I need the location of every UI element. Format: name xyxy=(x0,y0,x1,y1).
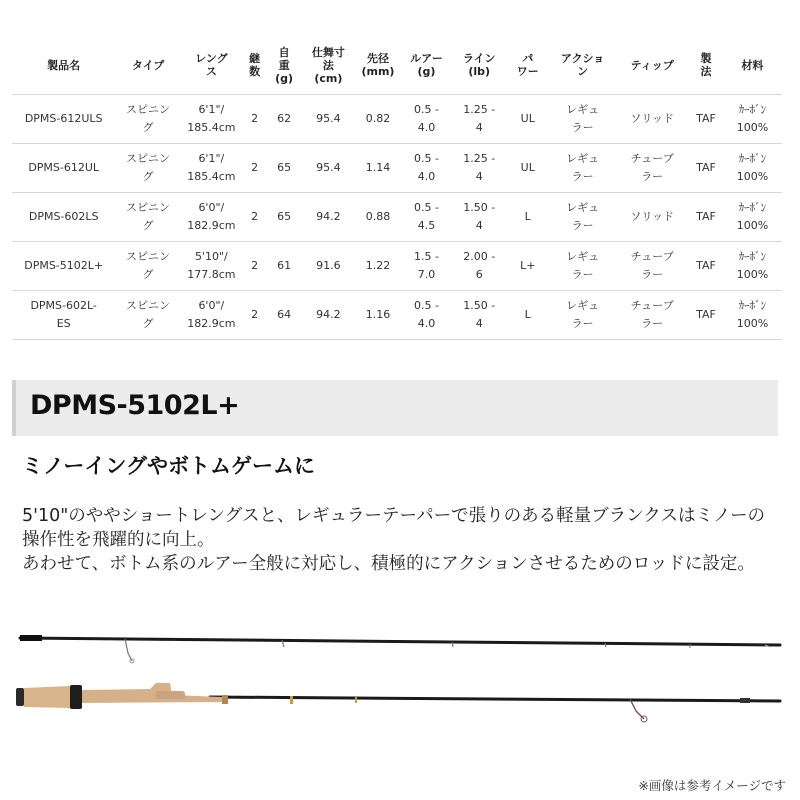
table-row xyxy=(12,144,782,193)
table-cell: DPMS-612ULS xyxy=(12,95,115,144)
table-cell: スピニン グ xyxy=(115,291,180,340)
table-cell: 0.5 - 4.0 xyxy=(400,144,453,193)
rod-image xyxy=(0,615,800,725)
table-cell: レギュ ラー xyxy=(550,291,615,340)
column-header: レング ス xyxy=(181,36,242,95)
table-cell: レギュ ラー xyxy=(550,193,615,242)
table-cell: TAF xyxy=(689,291,723,340)
table-cell: L+ xyxy=(506,242,550,291)
table-cell: 2 xyxy=(242,193,267,242)
table-cell: DPMS-602LS xyxy=(12,193,115,242)
table-row xyxy=(12,193,782,242)
table-cell: L xyxy=(506,193,550,242)
table-cell: 1.50 - 4 xyxy=(453,193,506,242)
column-header: アクショ ン xyxy=(550,36,615,95)
table-cell: 95.4 xyxy=(301,95,356,144)
table-cell: 0.82 xyxy=(356,95,400,144)
table-cell: レギュ ラー xyxy=(550,144,615,193)
image-note: ※画像は参考イメージです xyxy=(638,778,786,793)
table-cell: スピニン グ xyxy=(115,144,180,193)
table-cell: 95.4 xyxy=(301,144,356,193)
table-body xyxy=(12,95,782,340)
table-cell: DPMS-612UL xyxy=(12,144,115,193)
table-cell: 1.5 - 7.0 xyxy=(400,242,453,291)
table-row xyxy=(12,291,782,340)
table-cell: 65 xyxy=(267,193,301,242)
table-row xyxy=(12,242,782,291)
table-cell: チューブ ラー xyxy=(615,144,689,193)
table-cell: 2 xyxy=(242,242,267,291)
column-header: 自 重 (g) xyxy=(267,36,301,95)
column-header: 仕舞寸 法 (cm) xyxy=(301,36,356,95)
spec-table xyxy=(12,36,782,340)
table-cell: 65 xyxy=(267,144,301,193)
description-paragraph: あわせて、ボトム系のルアー全般に対応し、積極的にアクションさせるためのロッドに設定。 xyxy=(22,554,755,574)
table-cell: 94.2 xyxy=(301,291,356,340)
model-title: DPMS-5102L+ xyxy=(30,390,240,421)
table-cell: レギュ ラー xyxy=(550,95,615,144)
table-cell: 2 xyxy=(242,291,267,340)
table-cell: ｶｰﾎﾞﾝ 100% xyxy=(723,95,782,144)
table-cell: L xyxy=(506,291,550,340)
table-cell: TAF xyxy=(689,144,723,193)
column-header: ルアー (g) xyxy=(400,36,453,95)
table-cell: 91.6 xyxy=(301,242,356,291)
column-header: 製 法 xyxy=(689,36,723,95)
table-cell: ソリッド xyxy=(615,95,689,144)
table-cell: スピニン グ xyxy=(115,242,180,291)
table-cell: TAF xyxy=(689,95,723,144)
table-cell: ソリッド xyxy=(615,193,689,242)
table-cell: 61 xyxy=(267,242,301,291)
table-cell: 0.5 - 4.0 xyxy=(400,291,453,340)
table-cell: チューブ ラー xyxy=(615,291,689,340)
catch-copy: ミノーイングやボトムゲームに xyxy=(22,454,315,478)
table-cell: 64 xyxy=(267,291,301,340)
table-cell: 62 xyxy=(267,95,301,144)
column-header: 継 数 xyxy=(242,36,267,95)
table-cell: 1.16 xyxy=(356,291,400,340)
table-cell: 0.5 - 4.5 xyxy=(400,193,453,242)
table-cell: 0.5 - 4.0 xyxy=(400,95,453,144)
table-cell: 5'10"/ 177.8cm xyxy=(181,242,242,291)
table-cell: ｶｰﾎﾞﾝ 100% xyxy=(723,242,782,291)
description xyxy=(22,504,782,576)
table-cell: 2 xyxy=(242,95,267,144)
table-row xyxy=(12,95,782,144)
table-cell: 2.00 - 6 xyxy=(453,242,506,291)
table-cell: UL xyxy=(506,95,550,144)
rod-tip-section xyxy=(20,635,780,663)
table-cell: TAF xyxy=(689,193,723,242)
table-cell: DPMS-5102L+ xyxy=(12,242,115,291)
table-cell: 1.25 - 4 xyxy=(453,144,506,193)
column-header: 先径 (mm) xyxy=(356,36,400,95)
table-cell: 0.88 xyxy=(356,193,400,242)
table-cell: ｶｰﾎﾞﾝ 100% xyxy=(723,193,782,242)
table-cell: 94.2 xyxy=(301,193,356,242)
table-cell: レギュ ラー xyxy=(550,242,615,291)
table-cell: 1.22 xyxy=(356,242,400,291)
table-cell: UL xyxy=(506,144,550,193)
table-cell: ｶｰﾎﾞﾝ 100% xyxy=(723,291,782,340)
table-cell: 1.50 - 4 xyxy=(453,291,506,340)
rod-butt-section xyxy=(16,683,780,722)
column-header: 製品名 xyxy=(12,36,115,95)
table-cell: 6'1"/ 185.4cm xyxy=(181,144,242,193)
table-header-row xyxy=(12,36,782,95)
column-header: ティップ xyxy=(615,36,689,95)
table-cell: 1.14 xyxy=(356,144,400,193)
table-cell: 1.25 - 4 xyxy=(453,95,506,144)
table-cell: 6'1"/ 185.4cm xyxy=(181,95,242,144)
column-header: タイプ xyxy=(115,36,180,95)
table-cell: ｶｰﾎﾞﾝ 100% xyxy=(723,144,782,193)
table-cell: スピニン グ xyxy=(115,193,180,242)
table-cell: TAF xyxy=(689,242,723,291)
table-cell: 2 xyxy=(242,144,267,193)
description-paragraph: 5'10"のややショートレングスと、レギュラーテーパーで張りのある軽量ブランクスはミノーの操作性を飛躍的に向上。 xyxy=(22,506,766,550)
table-cell: 6'0"/ 182.9cm xyxy=(181,291,242,340)
table-cell: スピニン グ xyxy=(115,95,180,144)
column-header: パ ワー xyxy=(506,36,550,95)
table-cell: 6'0"/ 182.9cm xyxy=(181,193,242,242)
table-cell: チューブ ラー xyxy=(615,242,689,291)
model-heading-band xyxy=(12,380,778,436)
column-header: 材料 xyxy=(723,36,782,95)
table-cell: DPMS-602L- ES xyxy=(12,291,115,340)
column-header: ライン (lb) xyxy=(453,36,506,95)
